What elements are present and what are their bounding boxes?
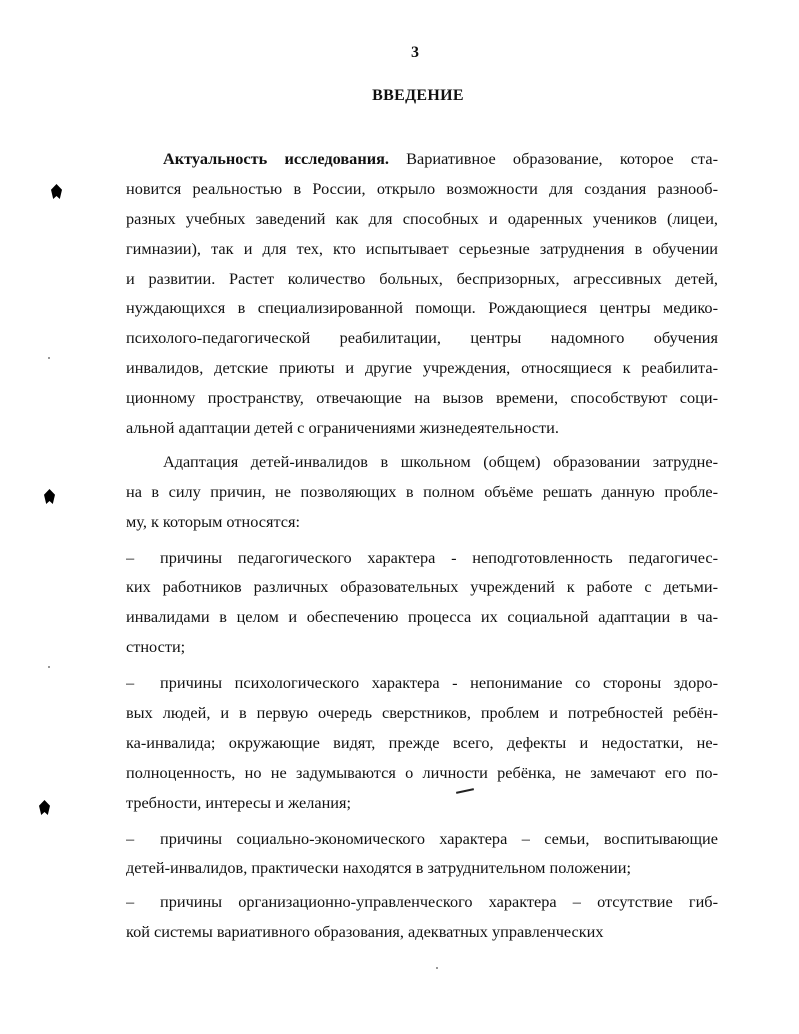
list-item-text: причины педагогического характера - неподготовленность педагогичес-: [160, 547, 718, 567]
section-title: ВВЕДЕНИЕ: [372, 87, 464, 104]
scan-mark: [51, 184, 62, 199]
list-item-line: вых людей, и в первую очередь сверстников, проблем и потребностей ребён-: [126, 703, 718, 723]
scan-dot: [48, 357, 50, 359]
scan-dot: [436, 967, 438, 969]
list-item-text: причины психологического характера - непонимание со стороны здоро-: [160, 673, 718, 693]
scan-mark: [39, 800, 50, 815]
list-item-line: ких работников различных образовательных учреждений к работе с детьми-: [126, 577, 718, 597]
list-dash: –: [126, 547, 135, 567]
list-item-line: полноценность, но не задумываются о личности ребёнка, не замечают его по-: [126, 762, 718, 782]
list-item-line: ка-инвалида; окружающие видят, прежде всего, дефекты и недостатки, не-: [126, 732, 718, 752]
paragraph-line: инвалидов, детские приюты и другие учреждения, относящиеся к реабилита-: [126, 358, 718, 378]
paragraph-line: психолого-педагогической реабилитации, центры надомного обучения: [126, 328, 718, 348]
paragraph-line: [126, 144, 718, 174]
list-item-text: причины организационно-управленческого характера – отсутствие гиб-: [160, 892, 718, 912]
paragraph-text: Вариативное образование, которое ста-: [388, 149, 718, 168]
list-item-line: стности;: [126, 637, 186, 657]
list-item-line: требности, интересы и желания;: [126, 792, 352, 812]
paragraph-lead: Актуальность исследования.: [163, 149, 389, 168]
paragraph-line: Адаптация детей-инвалидов в школьном (общем) образовании затрудне-: [163, 451, 718, 471]
list-item-line: кой системы вариативного образования, адекватных управленческих: [126, 922, 604, 942]
page-number: 3: [411, 44, 419, 61]
paragraph-line: ционному пространству, отвечающие на вызов времени, способствуют соци-: [126, 388, 718, 408]
list-dash: –: [126, 892, 135, 912]
scan-dot: [48, 666, 50, 668]
list-item-line: детей-инвалидов, практически находятся в затруднительном положении;: [126, 858, 631, 878]
paragraph-line: нуждающихся в специализированной помощи. Рождающиеся центры медико-: [126, 298, 718, 318]
scan-mark: [44, 489, 55, 504]
paragraph-line: разных учебных заведений как для способных и одаренных учеников (лицеи,: [126, 208, 718, 228]
paragraph-line: на в силу причин, не позволяющих в полном объёме решать данную пробле-: [126, 481, 718, 501]
body-text: [126, 144, 718, 947]
paragraph-line: альной адаптации детей с ограничениями жизнедеятельности.: [126, 418, 559, 438]
list-dash: –: [126, 673, 135, 693]
paragraph-line: новится реальностью в России, открыло возможности для создания разнооб-: [126, 178, 718, 198]
paragraph-line: и развитии. Растет количество больных, беспризорных, агрессивных детей,: [126, 268, 718, 288]
paragraph-line: му, к которым относятся:: [126, 511, 301, 531]
paragraph-line: гимназии), так и для тех, кто испытывает серьезные затруднения в обучении: [126, 238, 718, 258]
list-item-line: [126, 668, 718, 698]
list-dash: –: [126, 828, 135, 848]
list-item-line: [126, 543, 718, 573]
list-item-line: [126, 824, 718, 854]
list-item-line: [126, 887, 718, 917]
list-item-text: причины социально-экономического характера – семьи, воспитывающие: [160, 828, 718, 848]
list-item-line: инвалидами в целом и обеспечению процесса их социальной адаптации в ча-: [126, 607, 718, 627]
